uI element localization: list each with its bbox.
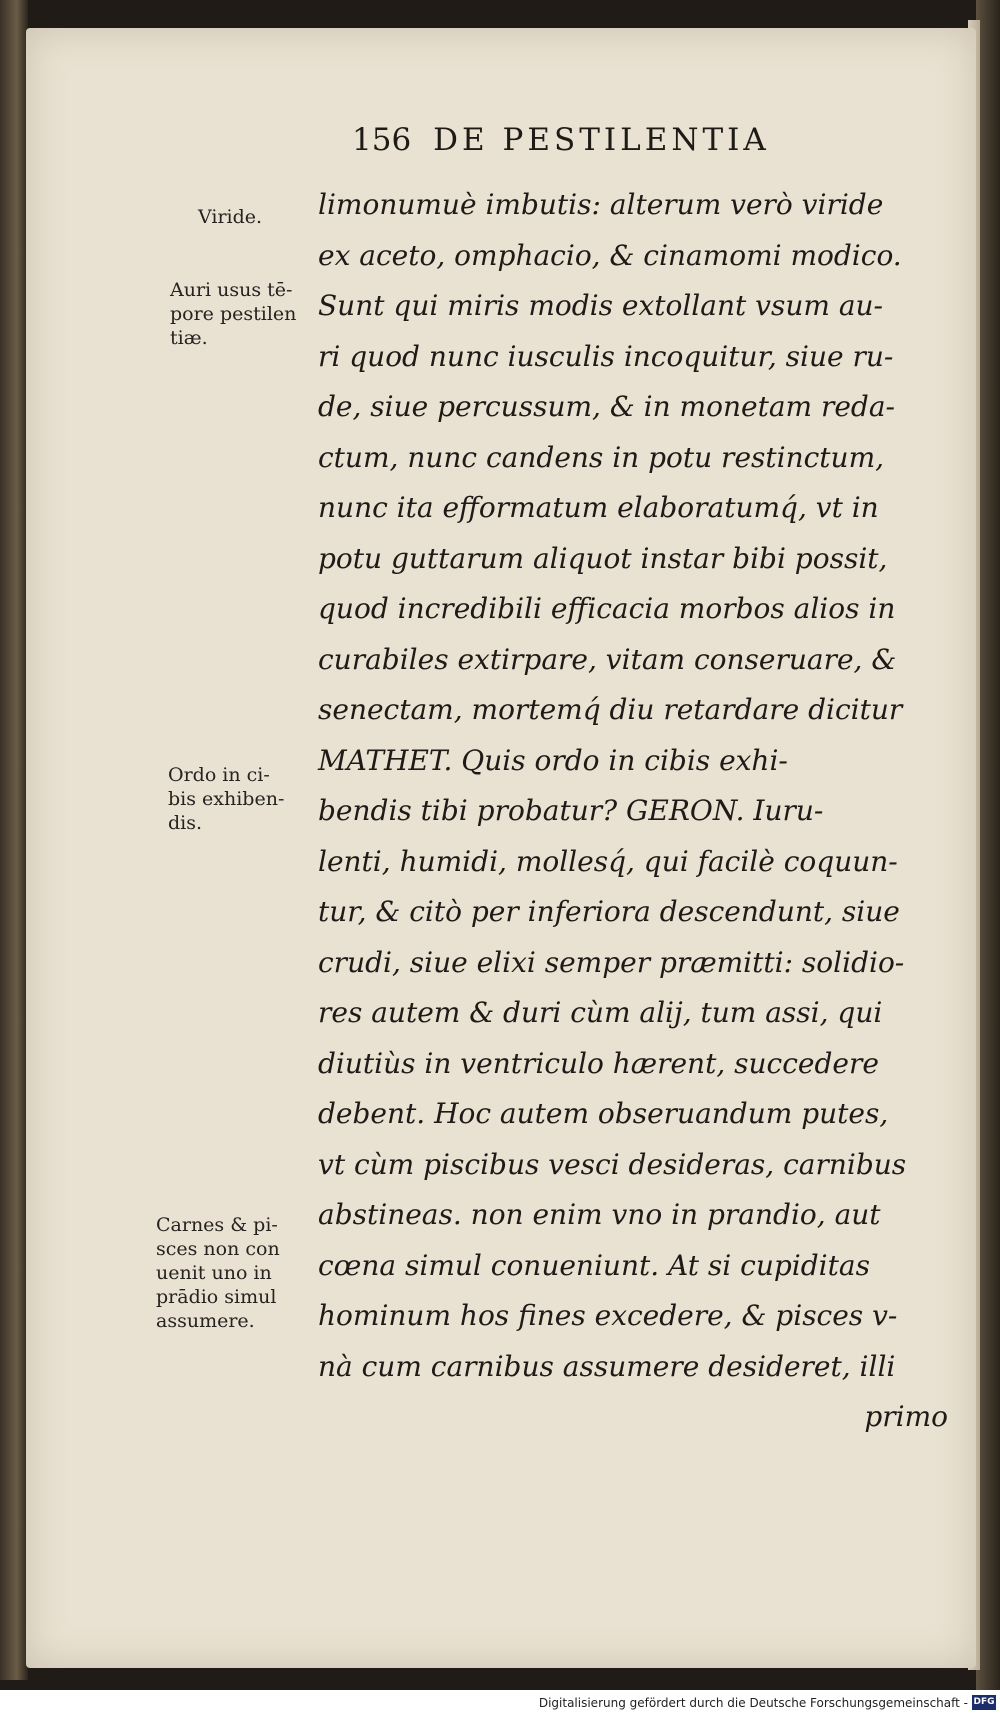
running-header (352, 122, 770, 158)
text-line: diutiùs in ventriculo hærent, succedere (318, 1046, 879, 1080)
text-line: nà cum carnibus assumere desideret, illi (318, 1349, 896, 1383)
text-line: lenti, humidi, mollesq́, qui facilè coquun- (318, 844, 898, 878)
page-number: 156 (352, 122, 412, 158)
marginal-note-carnes-pisces (156, 1213, 280, 1333)
marginal-note-auri-usus (170, 278, 296, 350)
marginal-note-line: Viride. (198, 206, 263, 228)
marginal-note-line: prādio simul (156, 1286, 277, 1308)
marginal-note-line: Ordo in ci- (168, 764, 270, 786)
text-line: res autem & duri cùm alij, tum assi, qui (318, 996, 883, 1029)
text-line: nunc ita efformatum elaboratumq́, vt in (318, 491, 879, 524)
marginal-note-line: bis exhiben- (168, 788, 285, 810)
catchword: primo (864, 1400, 948, 1433)
text-line: tur, & citò per inferiora descendunt, siue (318, 895, 900, 928)
text-line: abstineas. non enim vno in prandio, aut (318, 1198, 881, 1231)
marginal-note-line: dis. (168, 812, 203, 834)
text-line: de, siue percussum, & in monetam reda- (318, 390, 895, 423)
text-line: ctum, nunc candens in potu restinctum, (318, 440, 885, 474)
marginal-note-line: uenit uno in (156, 1262, 272, 1284)
text-line: curabiles extirpare, vitam conseruare, & (318, 642, 897, 676)
marginal-note-line: pore pestilen (170, 303, 297, 325)
body-text-column (318, 180, 958, 1443)
text-line: debent. Hoc autem obseruandum putes, (318, 1097, 889, 1130)
text-line: senectam, mortemq́ diu retardare dicitur (318, 693, 903, 726)
text-line: crudi, siue elixi semper præmitti: solidio- (318, 945, 905, 979)
text-line: quod incredibili efficacia morbos alios in (318, 592, 896, 625)
text-line: hominum hos fines excedere, & pisces v- (318, 1299, 898, 1332)
dfg-logo-icon: DFG (972, 1695, 996, 1710)
marginal-note-line: Carnes & pi- (156, 1214, 278, 1236)
book-edge-left (0, 0, 28, 1680)
text-line: cœna simul conueniunt. At si cupiditas (318, 1248, 870, 1282)
text-line: ex aceto, omphacio, & cinamomi modico. (318, 238, 902, 272)
text-line: ri quod nunc iusculis incoquitur, siue ru- (318, 339, 894, 373)
text-line: limonumuè imbutis: alterum verò viride (318, 188, 884, 221)
marginal-note-line: tiæ. (170, 327, 208, 349)
marginal-note-ordo-in-cibis (168, 763, 284, 835)
text-line: vt cùm piscibus vesci desideras, carnibus (318, 1147, 907, 1181)
text-line: bendis tibi probatur? GERON. Iuru- (318, 794, 824, 827)
marginal-note-viride (198, 205, 262, 229)
digitization-credit: Digitalisierung gefördert durch die Deutsche Forschungsgemeinschaft - (538, 1696, 968, 1710)
marginal-note-line: sces non con (156, 1238, 280, 1260)
text-line: Sunt qui miris modis extollant vsum au- (318, 289, 884, 322)
text-line: potu guttarum aliquot instar bibi possit, (318, 541, 888, 575)
marginal-note-line: Auri usus tē- (170, 279, 293, 301)
marginal-note-line: assumere. (156, 1310, 255, 1332)
text-line: MATHET. Quis ordo in cibis exhi- (318, 743, 788, 777)
running-title: DE PESTILENTIA (433, 122, 770, 158)
